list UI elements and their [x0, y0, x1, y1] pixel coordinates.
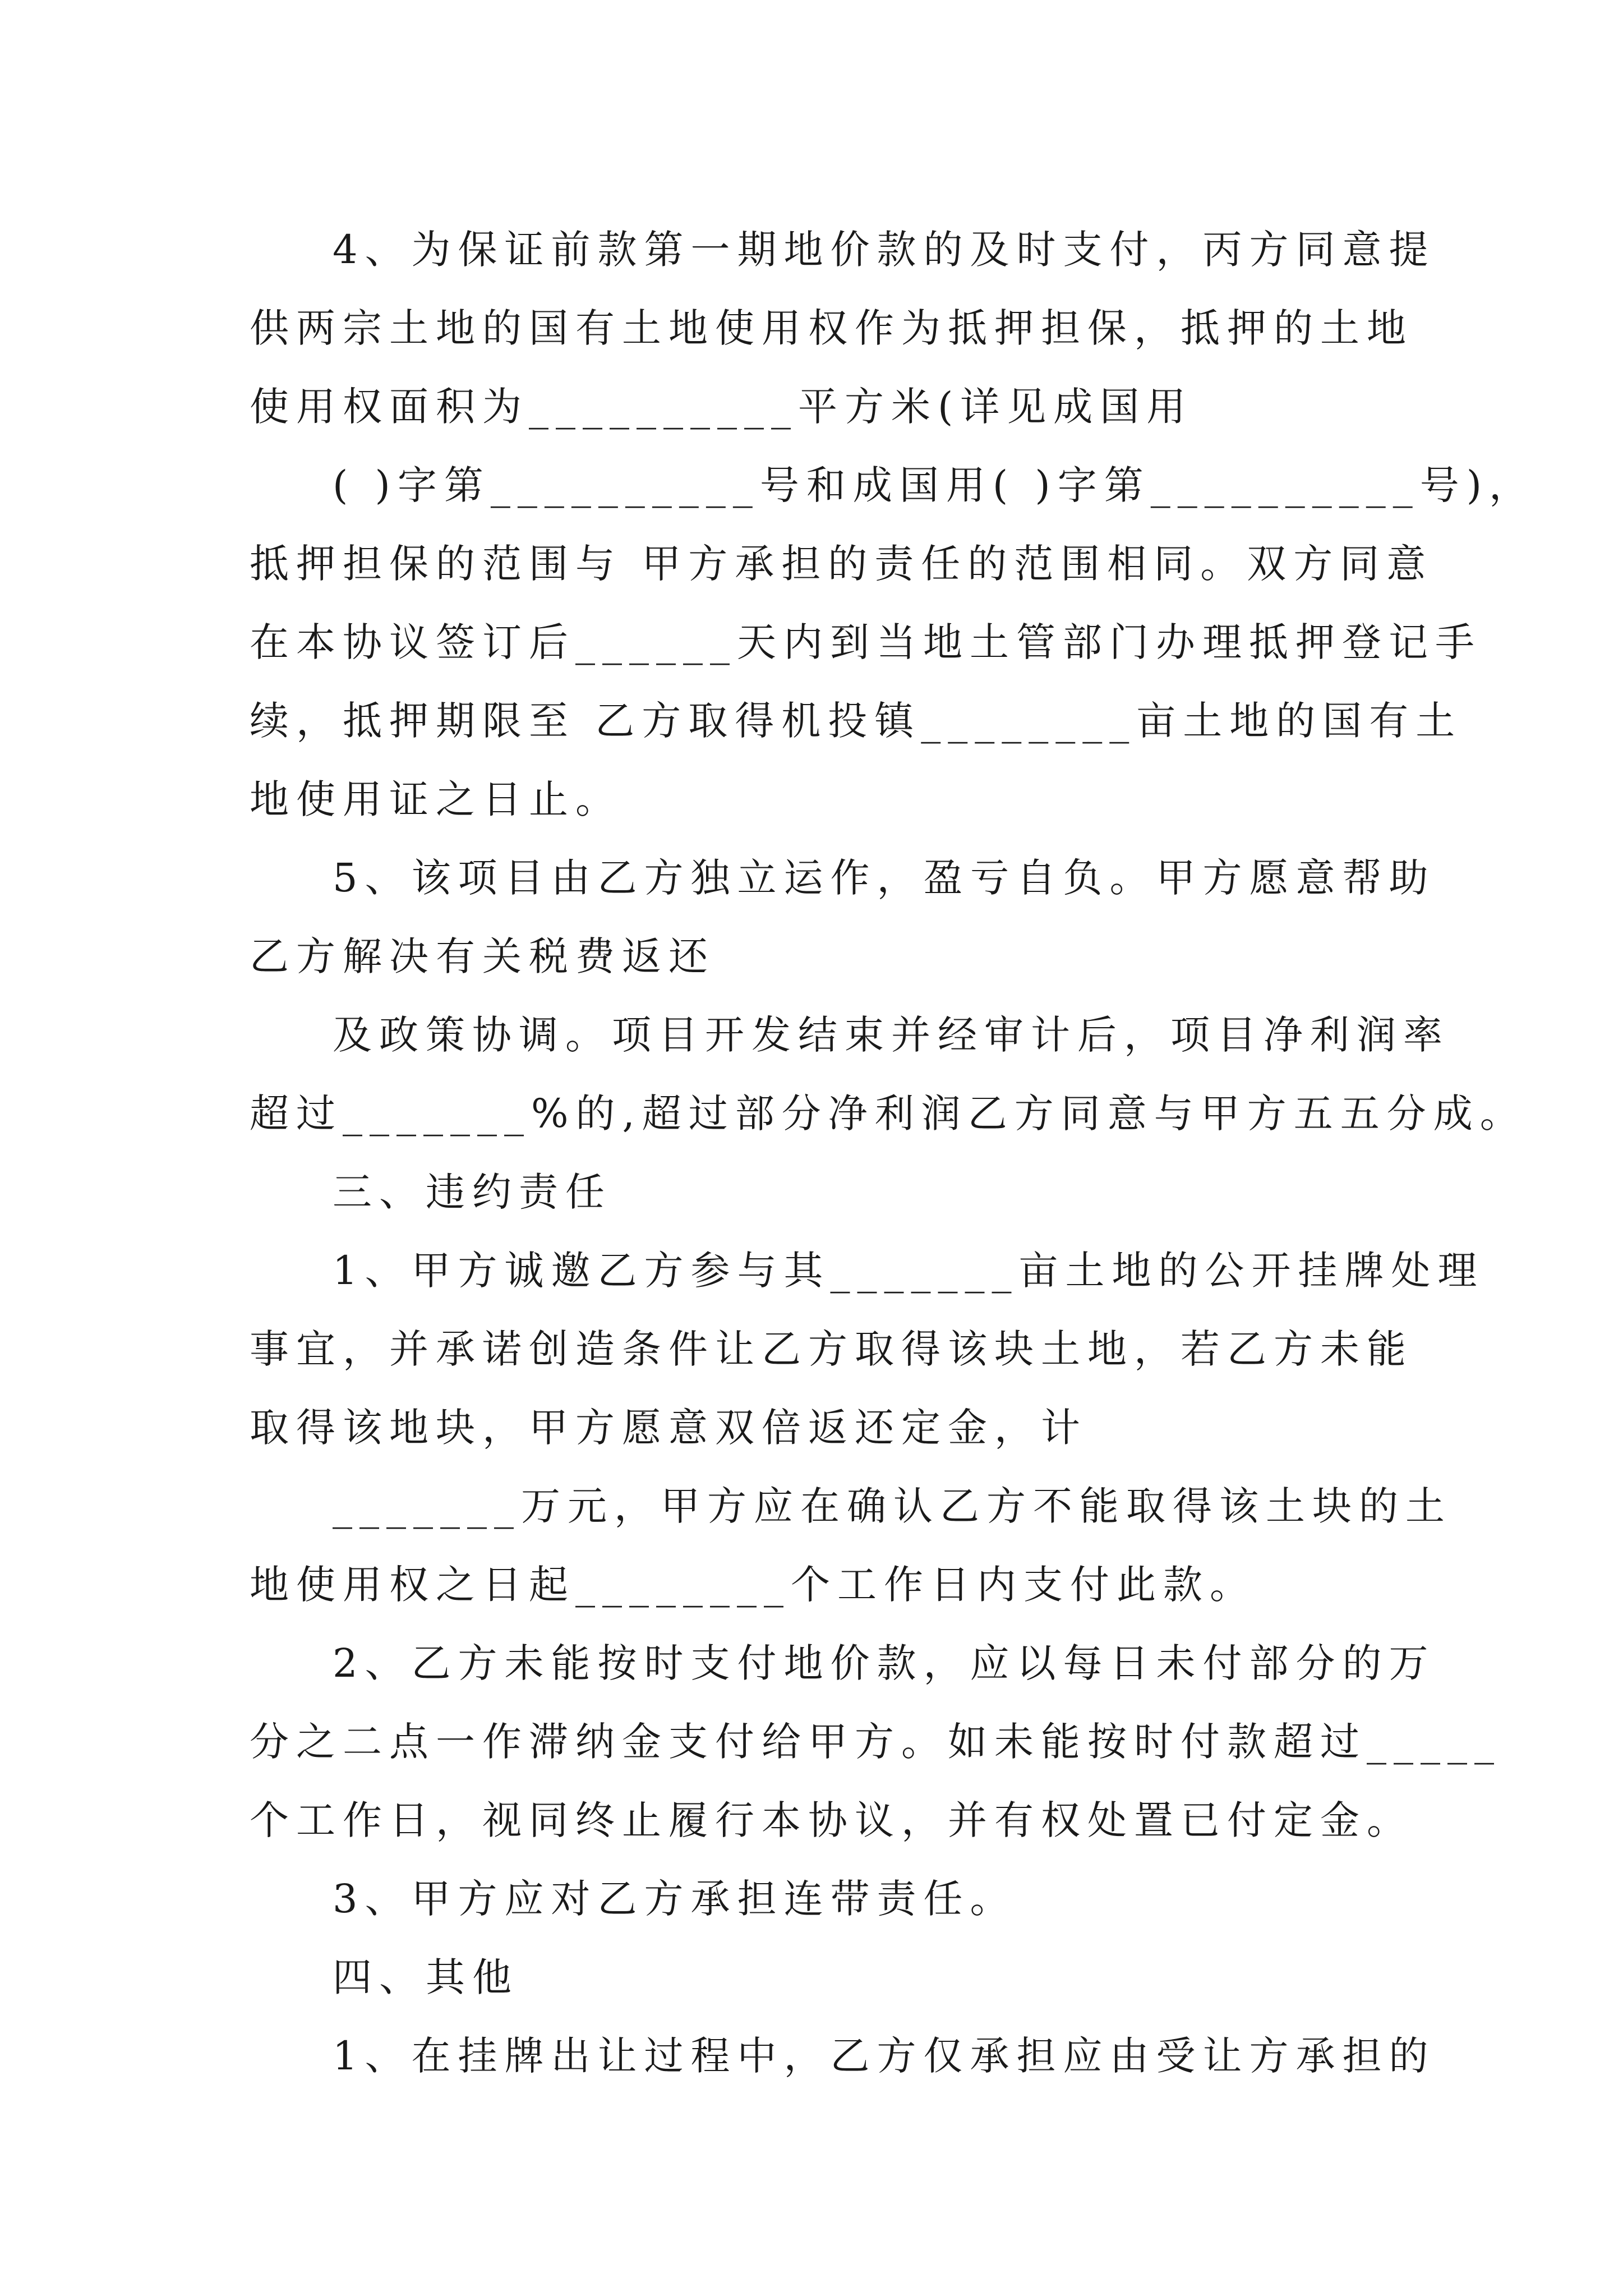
paragraph-line: 乙方解决有关税费返还 — [250, 933, 715, 979]
section-heading: 四、其他 — [333, 1954, 519, 2000]
paragraph-line: 5、该项目由乙方独立运作，盈亏自负。甲方愿意帮助 — [333, 855, 1436, 901]
paragraph-line: 事宜，并承诺创造条件让乙方取得该块土地，若乙方未能 — [250, 1326, 1413, 1372]
paragraph-line: ( )字第__________号和成国用( )字第__________号)， — [333, 462, 1536, 508]
paragraph-line: 地使用权之日起________个工作日内支付此款。 — [250, 1562, 1256, 1608]
paragraph-line: 供两宗土地的国有土地使用权作为抵押担保，抵押的土地 — [250, 305, 1413, 351]
paragraph-line: 取得该地块，甲方愿意双倍返还定金，计 — [250, 1405, 1087, 1451]
paragraph-line: 抵押担保的范围与 甲方承担的责任的范围相同。双方同意 — [250, 541, 1433, 587]
section-heading: 三、违约责任 — [333, 1169, 612, 1215]
paragraph-line: 分之二点一作滞纳金支付给甲方。如未能按时付款超过_____ — [250, 1719, 1501, 1765]
paragraph-line: 1、在挂牌出让过程中，乙方仅承担应由受让方承担的 — [333, 2033, 1436, 2079]
paragraph-line: 4、为保证前款第一期地价款的及时支付，丙方同意提 — [333, 227, 1436, 273]
paragraph-line: 地使用证之日止。 — [250, 776, 622, 822]
paragraph-line: 续，抵押期限至 乙方取得机投镇________亩土地的国有土 — [250, 698, 1463, 744]
paragraph-line: 2、乙方未能按时支付地价款，应以每日未付部分的万 — [333, 1640, 1436, 1686]
paragraph-line: 个工作日，视同终止履行本协议，并有权处置已付定金。 — [250, 1797, 1413, 1843]
paragraph-line: _______万元，甲方应在确认乙方不能取得该土块的土 — [333, 1483, 1452, 1529]
paragraph-line: 1、甲方诚邀乙方参与其_______亩土地的公开挂牌处理 — [333, 1248, 1484, 1294]
paragraph-line: 使用权面积为__________平方米(详见成国用 — [250, 384, 1193, 430]
paragraph-line: 在本协议签订后______天内到当地土管部门办理抵押登记手 — [250, 619, 1482, 665]
paragraph-line: 3、甲方应对乙方承担连带责任。 — [333, 1876, 1017, 1922]
paragraph-line: 超过_______%的,超过部分净利润乙方同意与甲方五五分成。 — [250, 1091, 1527, 1137]
paragraph-line: 及政策协调。项目开发结束并经审计后，项目净利润率 — [333, 1012, 1450, 1058]
